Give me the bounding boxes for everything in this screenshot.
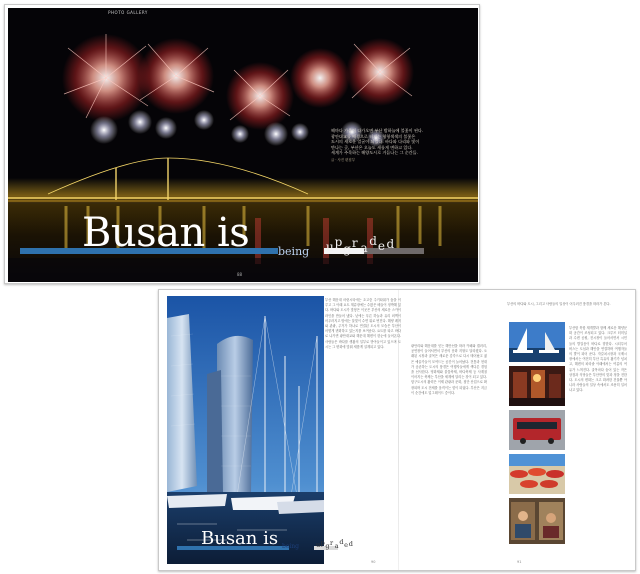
upgraded-letter: d [369,234,377,248]
photo-strip [509,322,565,550]
city-tour-bus-photo [509,410,565,450]
upgraded-letter: d [339,538,344,546]
upgraded-letter: e [344,540,348,549]
bottom-magazine-spread [158,289,636,571]
upgraded-letter: a [334,541,339,550]
upgraded-letter: p [334,235,343,249]
beach-parasol-photo [509,454,565,494]
upgraded-letter: u [326,240,334,254]
market-photo [509,498,565,544]
upgraded-letter: a [360,241,368,255]
headline-being: being [282,543,300,550]
marina-illustration [167,296,324,564]
section-label: PHOTO GALLERY [108,10,148,15]
intro-line: 광안대교를 배경으로 터지는 형형색색의 불꽃은 [331,133,416,139]
upgraded-letter: e [377,239,385,253]
intro-line: 세계가 주목하는 해양도시로 거듭나는 그 순간들. [331,150,418,156]
headline-being: being [278,245,310,258]
page-number-left: 90 [371,560,376,564]
fireworks-bridge-photo [8,8,478,282]
body-column-2: 광안리와 해운대를 잇는 해안선을 따라 카페와 갤러리, 공연장이 들어서면서 부산의 문화 지형도 달라졌다. 오래된 시장과 골목은 새로운 감각으로 다시 태어났고 젊은 예술가들이 모여드는 공간이 늘어났다. 전통과 현대가 공존하는 도시의 풍경은 여행자들에게 색다른 경험을 선사한다. 영화제와 불꽃축제, 바다축제 등 사계절 이어지는 축제는 부산을 세계에 알리는 창이 되고 있다. 항구도시의 활력은 이제 관광과 문화, 첨단 산업으로 확장되며 도시 전체를 움직이는 힘이 되었다. 부산은 지금 이 순간에도 업그레이드 중이다. [411,344,487,395]
intro-line: 해마다 가을이 다가오면 부산 밤하늘에 불꽃이 핀다. [331,128,424,133]
body-column-1: 부산 해운대 마린시티에는 초고층 주거타워가 숲을 이루고 그 아래 요트 계류장에는 수많은 배들이 정박해 있다. 바다와 도시가 맞닿은 이곳은 부산의 새로운 스카이라인을 만들어 냈다. 낮에는 푸른 하늘과 유리 외벽이 어우러지고 밤에는 불빛이 수면 위로 번진다. 해양 레저와 관광, 주거가 하나로 연결된 도시의 모습은 부산이 어떻게 변화하고 있는지를 보여준다. 요트를 타고 바다로 나가면 광안대교와 해운대 해변이 한눈에 들어온다. 사람들은 바다를 생활의 일부로 받아들이고 있으며 도시는 그 변화에 맞춰 새롭게 설계되고 있다. [325,298,401,349]
intro-signature: 글 · 사진 편집부 [331,157,355,162]
headline-upgraded [326,234,436,264]
intro-line: 만나는 곳, 부산은 오늘도 새롭게 변하고 있다. [331,144,413,150]
upgraded-letter: u [316,541,321,550]
night-street-photo [509,366,565,406]
page-number: 88 [237,272,243,277]
headline-upgraded [316,538,386,558]
right-page-intro: 부산의 바다와 도시, 그리고 사람들의 일상이 어우러진 풍경을 따라가 본다. [507,302,611,306]
upgraded-letter: d [348,539,353,548]
body-column-3: 부산항 북항 재개발과 함께 새로운 해양문화 공간이 조성되고 있다. 크루즈 터미널과 수변 공원, 전시장이 들어서면서 시민들의 발걸음이 바다로 향한다. 시티투어 버스는 도심과 해안을 연결하며 여행자들의 발이 되어 준다. 자갈치시장과 국제시장에서는 여전히 부산 특유의 활기가 넘치고, 해변의 파라솔 아래에서는 여름의 여유가 느껴진다. 골목마다 숨어 있는 작은 상점과 식당들은 부산만의 맛과 정을 전한다. 도시의 변화는 크고 화려한 건물뿐 아니라 사람들의 일상 속에서도 조용히 일어나고 있다. [569,326,627,393]
upgraded-letter: g [343,242,351,256]
headline-title: Busan is [201,528,279,549]
upgraded-letter: p [320,538,325,547]
yacht-photo [509,322,565,362]
headline-title: Busan is [82,210,250,256]
top-magazine-spread [4,4,480,284]
intro-line: 도시의 새로운 얼굴이 되었다. 바다와 다리와 빛이 [331,139,420,145]
upgraded-letter: g [325,542,330,551]
intro-paragraph [331,128,467,164]
upgraded-letter: r [330,539,334,548]
page-number-right: 91 [517,560,522,564]
marina-city-photo [167,296,324,564]
upgraded-letter: d [386,237,395,251]
upgraded-letter: r [351,236,358,250]
